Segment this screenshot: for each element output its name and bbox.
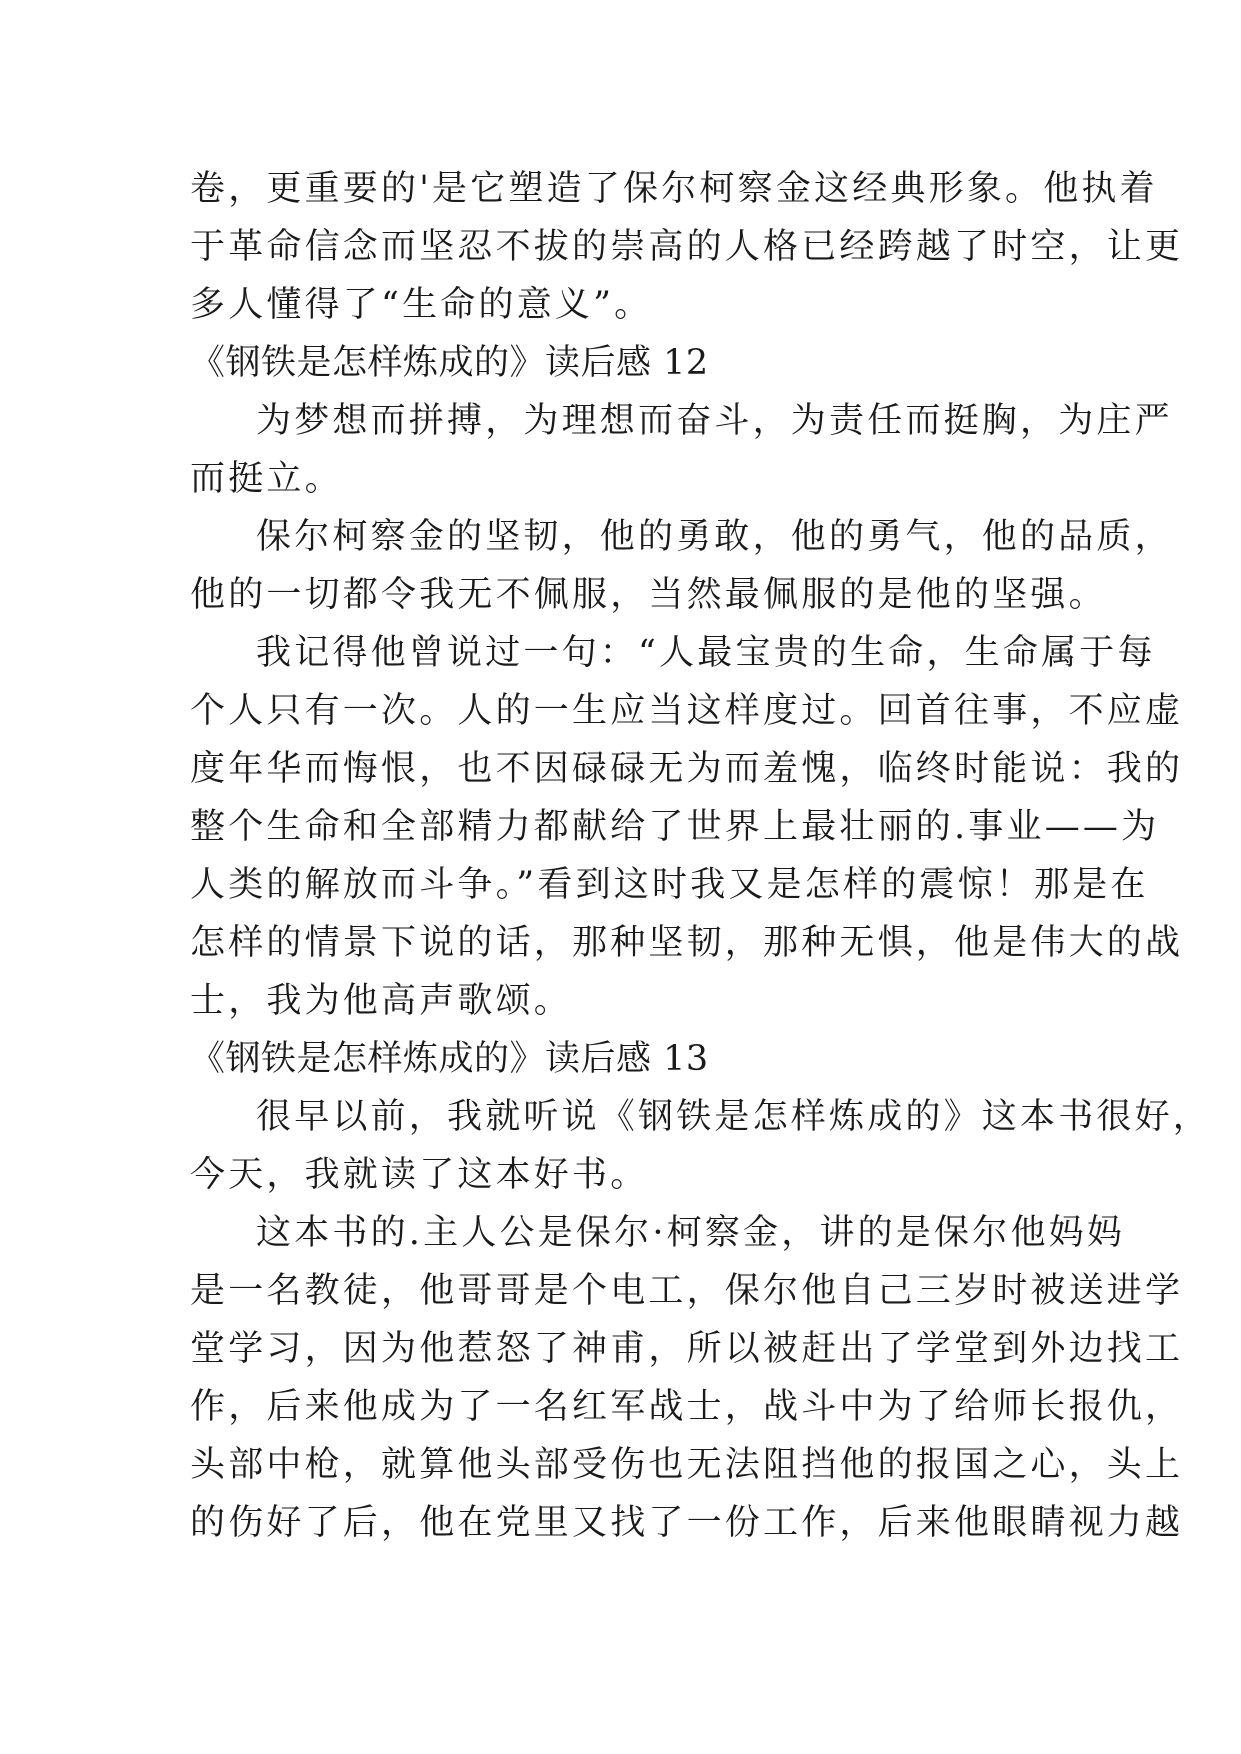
- text-line: 作，后来他成为了一名红军战士，战斗中为了给师长报仇，: [190, 1387, 1184, 1427]
- section-heading: 《钢铁是怎样炼成的》读后感 13: [190, 1039, 709, 1079]
- text-line: 度年华而悔恨，也不因碌碌无为而羞愧，临终时能说：我的: [190, 749, 1184, 789]
- paragraph-start: 我记得他曾说过一句：“人最宝贵的生命，生命属于每: [256, 633, 1156, 673]
- text-line: 是一名教徒，他哥哥是个电工，保尔他自己三岁时被送进学: [190, 1271, 1184, 1311]
- paragraph-start: 保尔柯察金的坚韧，他的勇敢，他的勇气，他的品质，: [256, 517, 1173, 557]
- paragraph-start: 这本书的.主人公是保尔·柯察金，讲的是保尔他妈妈: [256, 1213, 1126, 1253]
- section-heading: 《钢铁是怎样炼成的》读后感 12: [190, 343, 709, 383]
- text-line: 的伤好了后，他在党里又找了一份工作，后来他眼睛视力越: [190, 1503, 1184, 1543]
- text-line: 士，我为他高声歌颂。: [190, 981, 573, 1021]
- text-line: 卷，更重要的'是它塑造了保尔柯察金这经典形象。他执着: [190, 169, 1158, 209]
- paragraph-start: 为梦想而拼搏，为理想而奋斗，为责任而挺胸，为庄严: [256, 401, 1173, 441]
- text-line: 于革命信念而坚忍不拔的崇高的人格已经跨越了时空，让更: [190, 227, 1184, 267]
- text-line: 怎样的情景下说的话，那种坚韧，那种无惧，他是伟大的战: [190, 923, 1184, 963]
- text-line: 人类的解放而斗争。”看到这时我又是怎样的震惊！那是在: [190, 865, 1149, 905]
- text-line: 整个生命和全部精力都献给了世界上最壮丽的.事业——为: [190, 807, 1160, 847]
- text-line: 今天，我就读了这本好书。: [190, 1155, 649, 1195]
- text-line: 多人懂得了“生命的意义”。: [190, 285, 653, 325]
- text-line: 堂学习，因为他惹怒了神甫，所以被赶出了学堂到外边找工: [190, 1329, 1184, 1369]
- text-line: 他的一切都令我无不佩服，当然最佩服的是他的坚强。: [190, 575, 1107, 615]
- text-line: 个人只有一次。人的一生应当这样度过。回首往事，不应虚: [190, 691, 1184, 731]
- text-line: 而挺立。: [190, 459, 343, 499]
- paragraph-start: 很早以前，我就听说《钢铁是怎样炼成的》这本书很好，: [256, 1097, 1212, 1137]
- document-page: [190, 160, 1212, 1552]
- text-line: 头部中枪，就算他头部受伤也无法阻挡他的报国之心，头上: [190, 1445, 1184, 1485]
